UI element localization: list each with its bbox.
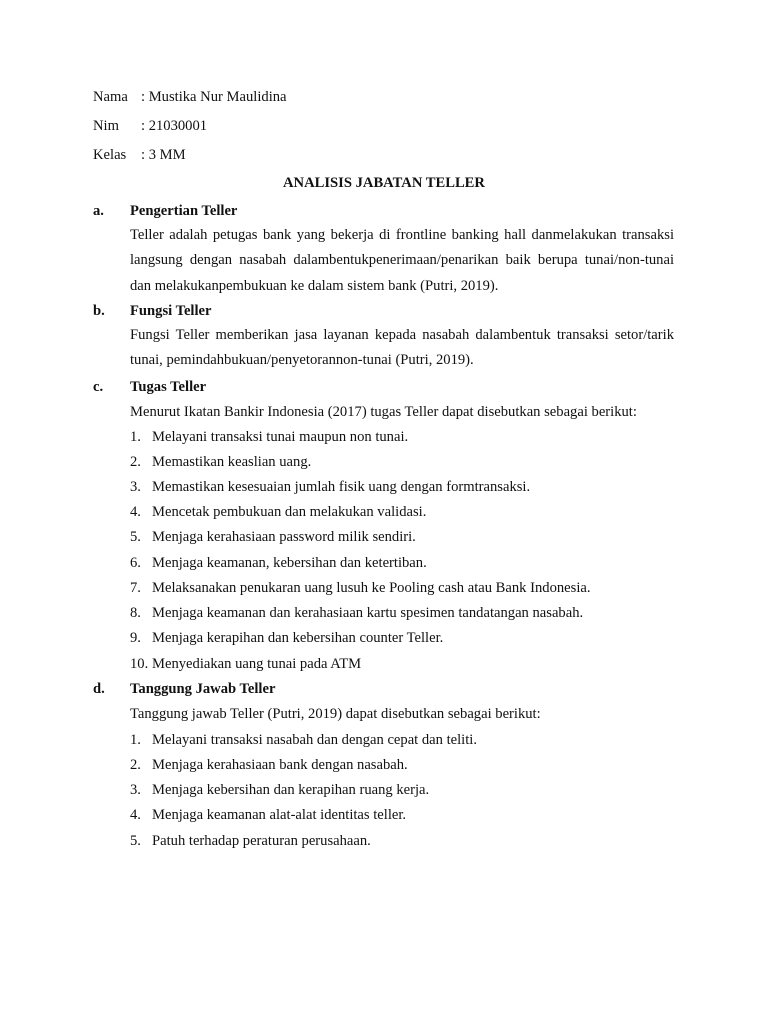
list-item: Menjaga kerahasiaan password milik sendiri. bbox=[152, 529, 416, 545]
list-item: Melayani transaksi tunai maupun non tunai. bbox=[152, 429, 409, 445]
list-item: Memastikan kesesuaian jumlah fisik uang dengan formtransaksi. bbox=[152, 479, 531, 495]
list-item-number: 3. bbox=[130, 479, 141, 495]
kelas-label: Kelas bbox=[93, 147, 127, 163]
list-item-number: 6. bbox=[130, 555, 141, 571]
list-item: Menjaga keamanan dan kerahasiaan kartu spesimen tandatangan nasabah. bbox=[152, 605, 584, 621]
list-item: Menyediakan uang tunai pada ATM bbox=[152, 656, 362, 672]
list-item: Menjaga kerahasiaan bank dengan nasabah. bbox=[152, 757, 408, 773]
section-b-letter: b. bbox=[93, 303, 105, 319]
section-b-title: Fungsi Teller bbox=[130, 303, 212, 319]
list-item: Melaksanakan penukaran uang lusuh ke Pooling cash atau Bank Indonesia. bbox=[152, 580, 591, 596]
list-item: Menjaga keamanan, kebersihan dan ketertiban. bbox=[152, 555, 427, 571]
nim-value: : 21030001 bbox=[141, 118, 208, 134]
section-c-intro: Menurut Ikatan Bankir Indonesia (2017) tugas Teller dapat disebutkan sebagai berikut: bbox=[130, 404, 637, 420]
section-b-paragraph: Fungsi Teller memberikan jasa layanan kepada nasabah dalambentuk transaksi setor/tarik tunai, pemindahbukuan/penyetorannon-tunai (Putri, 2019). bbox=[130, 327, 674, 369]
list-item-number: 3. bbox=[130, 782, 141, 798]
list-item: Patuh terhadap peraturan perusahaan. bbox=[152, 833, 371, 849]
list-item: Menjaga keamanan alat-alat identitas teller. bbox=[152, 807, 407, 823]
section-d-title: Tanggung Jawab Teller bbox=[130, 681, 276, 697]
list-item-number: 5. bbox=[130, 529, 141, 545]
list-item-number: 7. bbox=[130, 580, 141, 596]
nim-label: Nim bbox=[93, 118, 119, 134]
list-item-number: 1. bbox=[130, 429, 141, 445]
list-item-number: 1. bbox=[130, 732, 141, 748]
list-item-number: 10. bbox=[130, 656, 149, 672]
list-item-number: 4. bbox=[130, 504, 141, 520]
list-item-number: 2. bbox=[130, 454, 141, 470]
kelas-value: : 3 MM bbox=[141, 147, 186, 163]
section-a-title: Pengertian Teller bbox=[130, 203, 238, 219]
list-item-number: 9. bbox=[130, 630, 141, 646]
section-a-paragraph: Teller adalah petugas bank yang bekerja di frontline banking hall danmelakukan transaksi langsung dengan nasabah dalambentukpenerimaan/penarikan baik berupa tunai/non-tunai dan melakukanpembukuan ke dalam sistem bank (Putri, 2019). bbox=[130, 227, 674, 294]
section-d-intro: Tanggung jawab Teller (Putri, 2019) dapat disebutkan sebagai berikut: bbox=[130, 706, 541, 722]
section-c-letter: c. bbox=[93, 379, 104, 395]
nama-label: Nama bbox=[93, 89, 128, 105]
list-item: Memastikan keaslian uang. bbox=[152, 454, 312, 470]
section-d-letter: d. bbox=[93, 681, 105, 697]
list-item: Melayani transaksi nasabah dan dengan cepat dan teliti. bbox=[152, 732, 477, 748]
section-a-letter: a. bbox=[93, 203, 104, 219]
list-item-number: 8. bbox=[130, 605, 141, 621]
document-title: ANALISIS JABATAN TELLER bbox=[283, 175, 485, 191]
nama-value: : Mustika Nur Maulidina bbox=[141, 89, 287, 105]
section-c-title: Tugas Teller bbox=[130, 379, 207, 395]
list-item-number: 5. bbox=[130, 833, 141, 849]
list-item: Menjaga kebersihan dan kerapihan ruang kerja. bbox=[152, 782, 430, 798]
list-item: Mencetak pembukuan dan melakukan validasi. bbox=[152, 504, 427, 520]
list-item: Menjaga kerapihan dan kebersihan counter Teller. bbox=[152, 630, 444, 646]
list-item-number: 4. bbox=[130, 807, 141, 823]
list-item-number: 2. bbox=[130, 757, 141, 773]
